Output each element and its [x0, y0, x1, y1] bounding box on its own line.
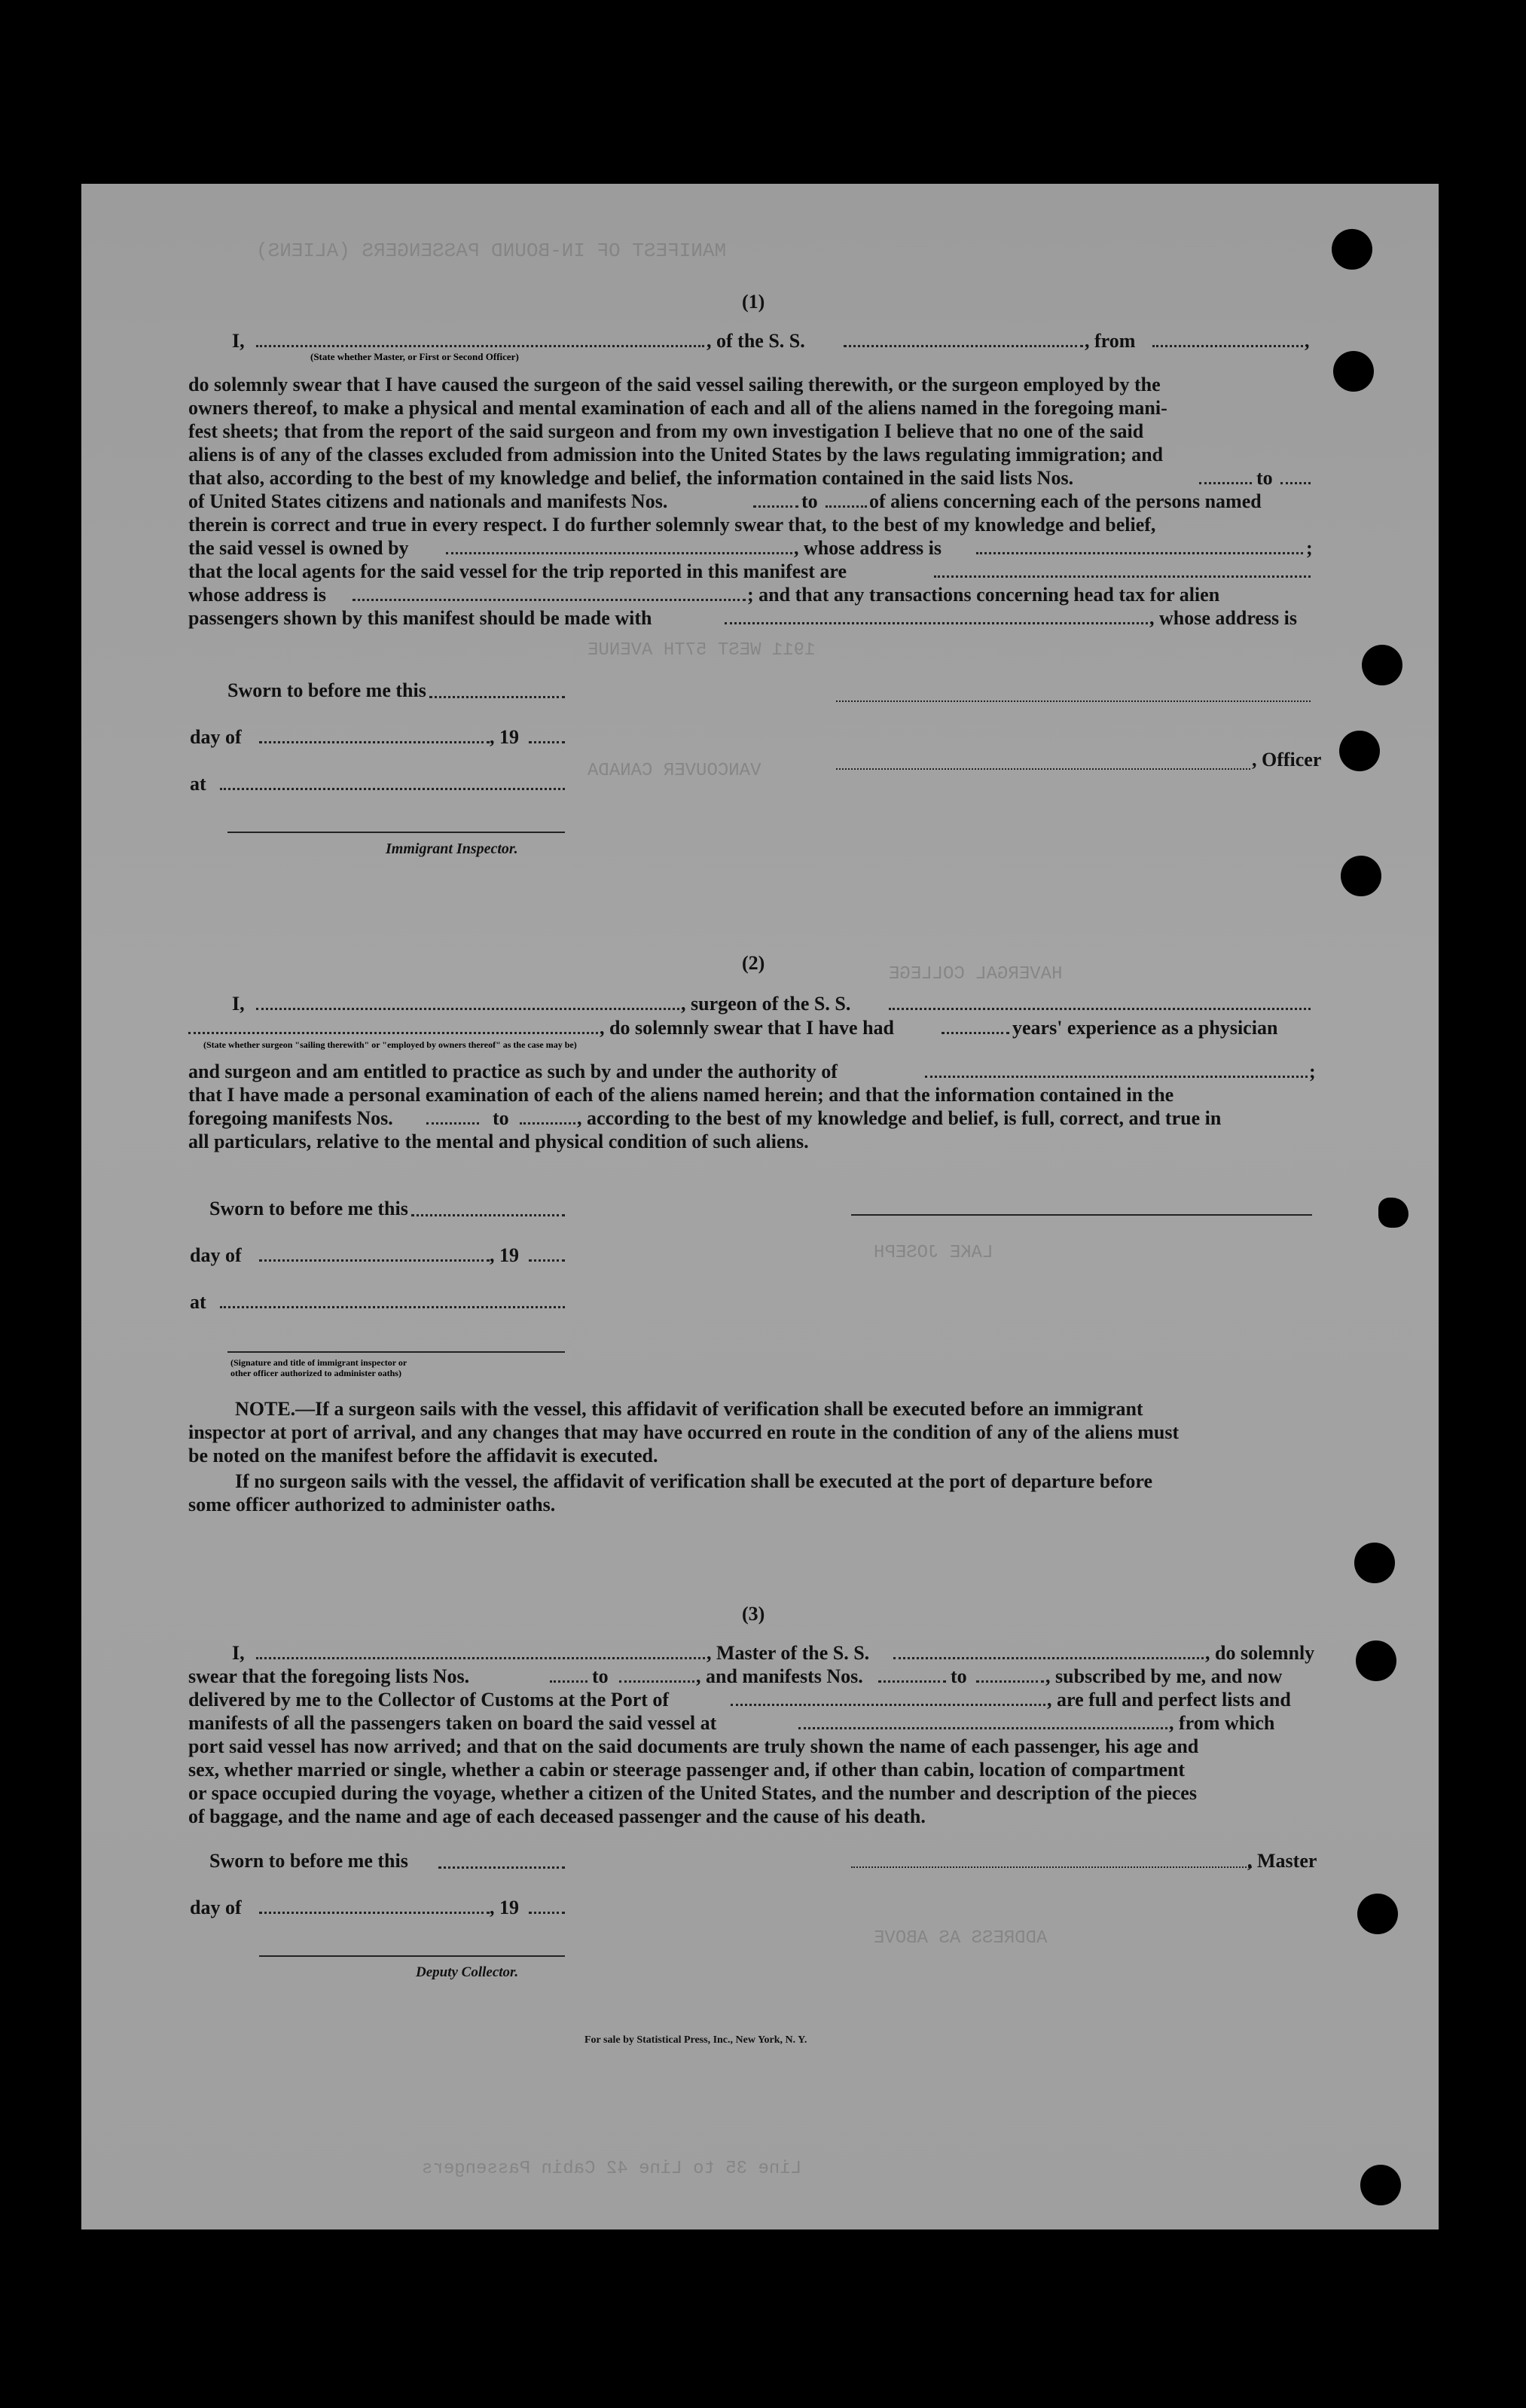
- oath-text: , do solemnly: [1205, 1642, 1315, 1664]
- oath-text: or space occupied during the voyage, whether a citizen of the United States, and the number and description of the pieces: [188, 1782, 1197, 1804]
- year-field[interactable]: [529, 1259, 565, 1262]
- lists-from-field[interactable]: [550, 1680, 588, 1683]
- year-label: , 19: [490, 726, 519, 748]
- at-label: at: [190, 1291, 206, 1313]
- manifests-from-field[interactable]: [753, 505, 798, 508]
- day-of-field[interactable]: [259, 741, 490, 743]
- day-of-label: day of: [190, 1244, 242, 1266]
- oath-text: ,: [1305, 330, 1310, 352]
- signature-line[interactable]: [227, 1351, 565, 1353]
- signature-caption: other officer authorized to administer oaths): [230, 1368, 401, 1378]
- binder-hole: [1362, 645, 1402, 685]
- oath-text: ; and that any transactions concerning head tax for alien: [747, 584, 1220, 606]
- binder-hole: [1333, 351, 1374, 392]
- oath-text: delivered by me to the Collector of Customs at the Port of: [188, 1689, 670, 1711]
- owner-field[interactable]: [446, 552, 792, 554]
- oath-text: to: [493, 1107, 509, 1129]
- at-field[interactable]: [220, 1306, 565, 1308]
- field-caption: (State whether Master, or First or Second Officer): [310, 351, 519, 362]
- oath-text: the said vessel is owned by: [188, 537, 409, 559]
- bleed-through-text: MANIFEST OF IN-BOUND PASSENGERS (ALIENS): [256, 240, 727, 262]
- oath-text: therein is correct and true in every respect. I do further solemnly swear that, to the best of my knowledge and belief,: [188, 514, 1156, 536]
- manifests-to-field[interactable]: [826, 505, 867, 508]
- oath-text: owners thereof, to make a physical and mental examination of each and all of the aliens named in the foregoing mani-: [188, 397, 1167, 419]
- oath-text: to: [801, 490, 818, 512]
- authority-field[interactable]: [925, 1076, 1308, 1078]
- oath-text: , are full and perfect lists and: [1047, 1689, 1291, 1711]
- oath-text: , and manifests Nos.: [696, 1665, 863, 1687]
- agents-address-field[interactable]: [353, 599, 746, 601]
- day-of-label: day of: [190, 726, 242, 748]
- oath-text: manifests of all the passengers taken on board the said vessel at: [188, 1712, 717, 1734]
- day-of-field[interactable]: [259, 1912, 490, 1914]
- sworn-label: Sworn to before me this: [209, 1850, 408, 1872]
- ship-name-field[interactable]: [844, 345, 1083, 347]
- note-text: If no surgeon sails with the vessel, the affidavit of verification shall be executed at the port of departure before: [235, 1470, 1153, 1492]
- oath-text: all particulars, relative to the mental and physical condition of such aliens.: [188, 1131, 809, 1152]
- master-name-field[interactable]: [256, 345, 704, 347]
- oath-text: to: [1256, 467, 1273, 489]
- oath-text: , of the S. S.: [707, 330, 805, 352]
- year-field[interactable]: [529, 1912, 565, 1914]
- year-label: , 19: [490, 1897, 519, 1918]
- bleed-through-text: HAVERGAL COLLEGE: [889, 964, 1063, 984]
- master-label: , Master: [1247, 1850, 1317, 1872]
- manifests-to-field[interactable]: [520, 1122, 575, 1125]
- oath-text: port said vessel has now arrived; and that on the said documents are truly shown the name of each passenger, his age and: [188, 1735, 1199, 1757]
- manifests-to-field[interactable]: [976, 1680, 1044, 1683]
- binder-hole: [1360, 2165, 1401, 2205]
- oath-text: , surgeon of the S. S.: [681, 993, 851, 1015]
- oath-text: ;: [1309, 1061, 1316, 1082]
- oath-text: I,: [232, 1642, 245, 1664]
- day-of-label: day of: [190, 1897, 242, 1918]
- binder-hole: [1332, 229, 1372, 270]
- printer-footer: For sale by Statistical Press, Inc., New York, N. Y.: [584, 2034, 807, 2046]
- sworn-label: Sworn to before me this: [227, 679, 426, 701]
- oath-text: , whose address is: [794, 537, 942, 559]
- bleed-through-text: VANCOUVER CANADA: [588, 761, 761, 781]
- immigrant-inspector-caption: Immigrant Inspector.: [386, 841, 518, 857]
- bleed-through-text: ADDRESS AS ABOVE: [874, 1928, 1048, 1949]
- oath-text: to: [951, 1665, 967, 1687]
- bleed-through-text: Line 35 to Line 42 Cabin Passengers: [422, 2159, 802, 2179]
- day-of-field[interactable]: [259, 1259, 490, 1262]
- oath-text: of baggage, and the name and age of each deceased passenger and the cause of his death.: [188, 1805, 926, 1827]
- officer-signature-line[interactable]: [836, 700, 1311, 702]
- head-tax-contact-field[interactable]: [725, 622, 1148, 624]
- years-experience-field[interactable]: [942, 1032, 1009, 1034]
- lists-from-field[interactable]: [1199, 482, 1252, 484]
- oath-text: , according to the best of my knowledge and belief, is full, correct, and true in: [577, 1107, 1222, 1129]
- section-3-heading: (3): [742, 1603, 765, 1625]
- section-1-heading: (1): [742, 291, 765, 313]
- oath-text: , Master of the S. S.: [707, 1642, 870, 1664]
- field-caption: (State whether surgeon "sailing therewith" or "employed by owners thereof" as the case may be): [203, 1039, 577, 1050]
- surgeon-name-field[interactable]: [256, 1008, 679, 1010]
- manifests-from-field[interactable]: [878, 1680, 946, 1683]
- oath-text: and surgeon and am entitled to practice as such by and under the authority of: [188, 1061, 838, 1082]
- oath-text: I,: [232, 993, 245, 1015]
- oath-text: I,: [232, 330, 245, 352]
- oath-text: that I have made a personal examination of each of the aliens named herein; and that the information contained in the: [188, 1084, 1174, 1106]
- bleed-through-text: LAKE JOSEPH: [874, 1243, 993, 1263]
- surgeon-signature-line[interactable]: [851, 1214, 1312, 1216]
- oath-text: whose address is: [188, 584, 327, 606]
- lists-to-field[interactable]: [1280, 482, 1311, 484]
- agents-field[interactable]: [934, 575, 1311, 578]
- paper-tear: [1378, 1198, 1408, 1228]
- binder-hole: [1341, 856, 1381, 896]
- binder-hole: [1354, 1543, 1395, 1583]
- oath-text: ;: [1306, 537, 1313, 559]
- oath-text: fest sheets; that from the report of the said surgeon and from my own investigation I believe that no one of the said: [188, 420, 1144, 442]
- surgeon-ship-field[interactable]: [889, 1008, 1311, 1010]
- binder-hole: [1339, 731, 1380, 771]
- oath-text: that also, according to the best of my knowledge and belief, the information contained in the said lists Nos.: [188, 467, 1074, 489]
- oath-text: swear that the foregoing lists Nos.: [188, 1665, 470, 1687]
- oath-text: to: [592, 1665, 609, 1687]
- note-text: be noted on the manifest before the affidavit is executed.: [188, 1445, 658, 1466]
- oath-text: aliens is of any of the classes excluded from admission into the United States by the laws regulating immigration; and: [188, 444, 1164, 465]
- note-text: inspector at port of arrival, and any changes that may have occurred en route in the condition of any of the aliens must: [188, 1421, 1180, 1443]
- oath-text: foregoing manifests Nos.: [188, 1107, 393, 1129]
- oath-text: , do solemnly swear that I have had: [600, 1017, 895, 1039]
- bleed-through-text: 1911 WEST 57TH AVENUE: [588, 640, 816, 661]
- sworn-label: Sworn to before me this: [209, 1198, 408, 1219]
- collector-signature-line[interactable]: [259, 1955, 565, 1957]
- sworn-date-field[interactable]: [438, 1866, 565, 1869]
- sworn-date-field[interactable]: [411, 1214, 565, 1216]
- oath-text: of United States citizens and nationals and manifests Nos.: [188, 490, 668, 512]
- at-field[interactable]: [220, 788, 565, 790]
- officer-signature-line-2[interactable]: [836, 768, 1250, 770]
- section-2-heading: (2): [742, 952, 765, 974]
- oath-text: , from which: [1169, 1712, 1275, 1734]
- oath-text: that the local agents for the said vessel for the trip reported in this manifest are: [188, 560, 847, 582]
- year-label: , 19: [490, 1244, 519, 1266]
- note-text: NOTE.—If a surgeon sails with the vessel, this affidavit of verification shall be executed before an immigrant: [235, 1398, 1143, 1420]
- surgeon-status-field[interactable]: [188, 1032, 598, 1034]
- sworn-date-field[interactable]: [429, 696, 565, 698]
- port-field[interactable]: [731, 1704, 1045, 1706]
- oath-text: sex, whether married or single, whether a cabin or steerage passenger and, if other than cabin, location of compartment: [188, 1759, 1185, 1781]
- inspector-signature-line[interactable]: [227, 832, 565, 833]
- at-label: at: [190, 773, 206, 795]
- oath-text: of aliens concerning each of the persons named: [869, 490, 1262, 512]
- binder-hole: [1357, 1894, 1398, 1934]
- oath-text: , from: [1085, 330, 1136, 352]
- oath-text: years' experience as a physician: [1012, 1017, 1278, 1039]
- officer-label: , Officer: [1252, 749, 1322, 771]
- oath-text: , subscribed by me, and now: [1045, 1665, 1283, 1687]
- year-field[interactable]: [529, 741, 565, 743]
- oath-text: passengers shown by this manifest should be made with: [188, 607, 652, 629]
- note-text: some officer authorized to administer oaths.: [188, 1494, 556, 1515]
- from-port-field[interactable]: [1152, 345, 1303, 347]
- master-name-field[interactable]: [256, 1657, 705, 1659]
- owner-address-field[interactable]: [976, 552, 1303, 554]
- departure-port-field[interactable]: [798, 1727, 1167, 1729]
- signature-caption: (Signature and title of immigrant inspector or: [230, 1357, 407, 1368]
- master-signature-line[interactable]: [851, 1866, 1252, 1868]
- oath-text: , whose address is: [1149, 607, 1298, 629]
- deputy-collector-caption: Deputy Collector.: [416, 1964, 519, 1980]
- ship-name-field[interactable]: [893, 1657, 1204, 1659]
- lists-to-field[interactable]: [619, 1680, 694, 1683]
- manifests-from-field[interactable]: [426, 1122, 479, 1125]
- oath-text: do solemnly swear that I have caused the surgeon of the said vessel sailing therewith, or the surgeon employed by the: [188, 374, 1161, 395]
- binder-hole: [1356, 1640, 1396, 1681]
